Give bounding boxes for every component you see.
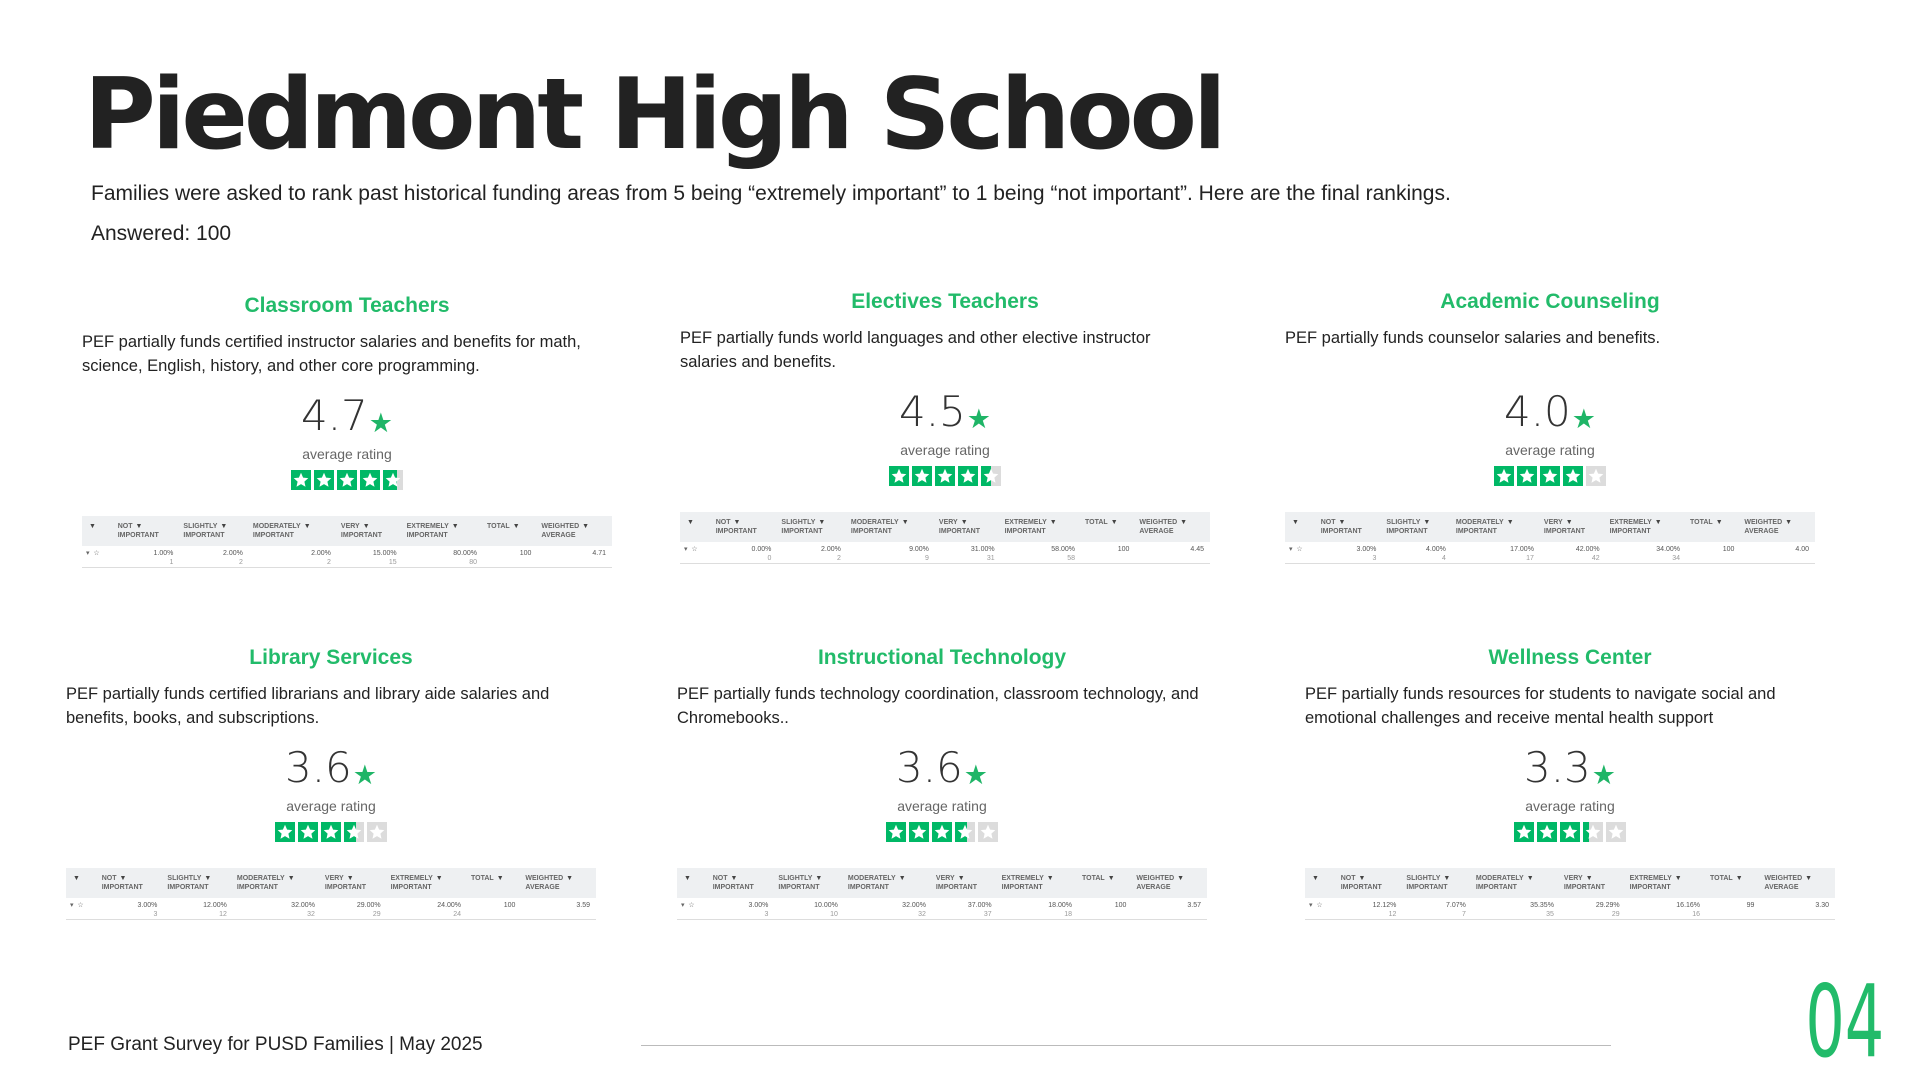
star-outline-icon: ☆ bbox=[1296, 546, 1303, 553]
star-icon: ★ bbox=[368, 408, 393, 439]
table-row bbox=[680, 542, 1210, 564]
rating-star-icon bbox=[886, 822, 906, 842]
rating-label: average rating bbox=[302, 446, 392, 462]
row-controls[interactable] bbox=[1285, 542, 1317, 564]
rating-star-icon bbox=[1537, 822, 1557, 842]
rating-star-icon bbox=[932, 822, 952, 842]
page-number: 04 bbox=[1805, 963, 1884, 1080]
rating-star-icon bbox=[1494, 466, 1514, 486]
card-library-services bbox=[66, 642, 596, 952]
rating-star-icon bbox=[275, 822, 295, 842]
table-cell: 32.00% 32 bbox=[844, 898, 932, 920]
rating-star-icon bbox=[314, 470, 334, 490]
table-cell-weighted: 3.59 bbox=[521, 898, 596, 920]
table-header[interactable]: TOTAL ▼ bbox=[1078, 868, 1132, 898]
table-header[interactable]: WEIGHTED ▼ AVERAGE bbox=[537, 516, 612, 546]
table-cell: 58.00% 58 bbox=[1001, 542, 1081, 564]
table-header[interactable]: TOTAL ▼ bbox=[483, 516, 537, 546]
table-cell: 1.00% 1 bbox=[114, 546, 180, 568]
table-header[interactable]: SLIGHTLY ▼ IMPORTANT bbox=[777, 512, 846, 542]
table-header[interactable]: NOT ▼ IMPORTANT bbox=[712, 512, 778, 542]
table-header[interactable]: EXTREMELY ▼ IMPORTANT bbox=[387, 868, 467, 898]
table-header[interactable]: MODERATELY ▼ IMPORTANT bbox=[1452, 512, 1540, 542]
table-cell: 12.12% 12 bbox=[1337, 898, 1403, 920]
table-header-row bbox=[1305, 868, 1835, 898]
table-cell: 9.00% 9 bbox=[847, 542, 935, 564]
table-header[interactable]: VERY ▼ IMPORTANT bbox=[935, 512, 1001, 542]
star-icon: ★ bbox=[352, 760, 377, 791]
card-description: PEF partially funds world languages and other elective instructor salaries and benefits. bbox=[680, 329, 1151, 371]
table-cell: 3.00% 3 bbox=[1317, 542, 1383, 564]
rating-star-icon bbox=[1517, 466, 1537, 486]
table-header[interactable]: NOT ▼ IMPORTANT bbox=[1337, 868, 1403, 898]
table-cell: 32.00% 32 bbox=[233, 898, 321, 920]
table-header[interactable]: VERY ▼ IMPORTANT bbox=[932, 868, 998, 898]
table-row bbox=[677, 898, 1207, 920]
table-cell: 3.00% 3 bbox=[709, 898, 775, 920]
table-cell: 0.00% 0 bbox=[712, 542, 778, 564]
star-rating-bar bbox=[677, 822, 1207, 842]
table-cell: 80.00% 80 bbox=[403, 546, 483, 568]
card-title: Classroom Teachers bbox=[244, 294, 450, 317]
table-cell: 34.00% 34 bbox=[1606, 542, 1686, 564]
rating-label: average rating bbox=[900, 442, 990, 458]
table-cell: 37.00% 37 bbox=[932, 898, 998, 920]
card-academic-counseling bbox=[1285, 286, 1815, 596]
star-icon: ★ bbox=[963, 760, 988, 791]
rating-star-icon bbox=[1606, 822, 1626, 842]
rating-value: 3.3 bbox=[1523, 743, 1591, 792]
card-title: Wellness Center bbox=[1488, 646, 1652, 669]
table-header[interactable]: EXTREMELY ▼ IMPORTANT bbox=[1606, 512, 1686, 542]
star-icon: ★ bbox=[1571, 404, 1596, 435]
rating-star-icon bbox=[383, 470, 403, 490]
survey-table bbox=[1285, 512, 1815, 564]
table-cell: 10.00% 10 bbox=[774, 898, 843, 920]
star-rating-bar bbox=[66, 822, 596, 842]
table-header-control: ▼ bbox=[1305, 868, 1337, 898]
table-cell: 2.00% 2 bbox=[179, 546, 248, 568]
table-header[interactable]: SLIGHTLY ▼ IMPORTANT bbox=[163, 868, 232, 898]
chevron-down-icon: ▾ bbox=[1289, 546, 1293, 553]
table-cell-total: 99 bbox=[1706, 898, 1760, 920]
table-cell-weighted: 4.45 bbox=[1135, 542, 1210, 564]
card-title: Academic Counseling bbox=[1440, 290, 1660, 313]
rating-star-icon bbox=[1586, 466, 1606, 486]
rating-star-icon bbox=[360, 470, 380, 490]
table-header-control: ▼ bbox=[66, 868, 98, 898]
table-header[interactable]: VERY ▼ IMPORTANT bbox=[337, 516, 403, 546]
rating-star-icon bbox=[321, 822, 341, 842]
table-header[interactable]: MODERATELY ▼ IMPORTANT bbox=[847, 512, 935, 542]
rating-label: average rating bbox=[1525, 798, 1615, 814]
answered-count: Answered: 100 bbox=[91, 222, 232, 245]
card-wellness-center bbox=[1305, 642, 1835, 952]
star-outline-icon: ☆ bbox=[77, 902, 84, 909]
table-header[interactable]: EXTREMELY ▼ IMPORTANT bbox=[998, 868, 1078, 898]
survey-table bbox=[66, 868, 596, 920]
table-header-control: ▼ bbox=[680, 512, 712, 542]
rating-star-icon bbox=[291, 470, 311, 490]
table-header[interactable]: SLIGHTLY ▼ IMPORTANT bbox=[1382, 512, 1451, 542]
card-classroom-teachers bbox=[82, 290, 612, 600]
rating-star-icon bbox=[1583, 822, 1603, 842]
star-outline-icon: ☆ bbox=[1316, 902, 1323, 909]
star-rating-bar bbox=[82, 470, 612, 490]
table-cell: 15.00% 15 bbox=[337, 546, 403, 568]
rating-block bbox=[66, 743, 596, 842]
table-cell-weighted: 3.57 bbox=[1132, 898, 1207, 920]
table-cell: 24.00% 24 bbox=[387, 898, 467, 920]
rating-star-icon bbox=[955, 822, 975, 842]
rating-block bbox=[82, 391, 612, 490]
table-cell-total: 100 bbox=[467, 898, 521, 920]
table-cell-weighted: 4.00 bbox=[1740, 542, 1815, 564]
chevron-down-icon: ▾ bbox=[684, 546, 688, 553]
table-header-control: ▼ bbox=[1285, 512, 1317, 542]
table-header[interactable]: SLIGHTLY ▼ IMPORTANT bbox=[179, 516, 248, 546]
star-rating-bar bbox=[1285, 466, 1815, 486]
rating-value: 4.5 bbox=[898, 387, 966, 436]
table-row bbox=[82, 546, 612, 568]
rating-block bbox=[677, 743, 1207, 842]
table-cell: 12.00% 12 bbox=[163, 898, 232, 920]
table-header[interactable]: WEIGHTED ▼ AVERAGE bbox=[521, 868, 596, 898]
card-electives-teachers bbox=[680, 286, 1210, 596]
rating-value: 4.7 bbox=[300, 391, 368, 440]
survey-table bbox=[677, 868, 1207, 920]
rating-star-icon bbox=[912, 466, 932, 486]
rating-star-icon bbox=[1514, 822, 1534, 842]
footer-divider bbox=[641, 1045, 1611, 1046]
chevron-down-icon: ▾ bbox=[86, 550, 90, 557]
table-cell: 35.35% 35 bbox=[1472, 898, 1560, 920]
survey-table bbox=[1305, 868, 1835, 920]
table-cell: 7.07% 7 bbox=[1402, 898, 1471, 920]
table-cell-total: 100 bbox=[1686, 542, 1740, 564]
table-header-control: ▼ bbox=[82, 516, 114, 546]
rating-block bbox=[1305, 743, 1835, 842]
table-header[interactable]: VERY ▼ IMPORTANT bbox=[321, 868, 387, 898]
rating-label: average rating bbox=[1505, 442, 1595, 458]
table-header[interactable]: TOTAL ▼ bbox=[1081, 512, 1135, 542]
rating-star-icon bbox=[337, 470, 357, 490]
table-header[interactable]: WEIGHTED ▼ AVERAGE bbox=[1760, 868, 1835, 898]
table-cell: 29.00% 29 bbox=[321, 898, 387, 920]
table-cell: 2.00% 2 bbox=[777, 542, 846, 564]
table-header[interactable]: TOTAL ▼ bbox=[1706, 868, 1760, 898]
chevron-down-icon: ▾ bbox=[70, 902, 74, 909]
table-header-row bbox=[82, 516, 612, 546]
footer-text: PEF Grant Survey for PUSD Families | May 2025 bbox=[68, 1034, 483, 1055]
rating-block bbox=[680, 387, 1210, 486]
table-cell: 16.16% 16 bbox=[1626, 898, 1706, 920]
rating-star-icon bbox=[1560, 822, 1580, 842]
card-title: Electives Teachers bbox=[851, 290, 1039, 313]
rating-star-icon bbox=[909, 822, 929, 842]
chevron-down-icon: ▾ bbox=[681, 902, 685, 909]
table-header[interactable]: SLIGHTLY ▼ IMPORTANT bbox=[774, 868, 843, 898]
star-icon: ★ bbox=[966, 404, 991, 435]
table-header[interactable]: MODERATELY ▼ IMPORTANT bbox=[249, 516, 337, 546]
rating-star-icon bbox=[978, 822, 998, 842]
table-header[interactable]: NOT ▼ IMPORTANT bbox=[709, 868, 775, 898]
row-controls[interactable] bbox=[82, 546, 114, 568]
table-header-row bbox=[66, 868, 596, 898]
page-title: Piedmont High School bbox=[84, 58, 1223, 172]
table-cell: 29.29% 29 bbox=[1560, 898, 1626, 920]
table-cell-total: 100 bbox=[1081, 542, 1135, 564]
table-header[interactable]: NOT ▼ IMPORTANT bbox=[114, 516, 180, 546]
rating-label: average rating bbox=[897, 798, 987, 814]
star-outline-icon: ☆ bbox=[691, 546, 698, 553]
table-cell: 42.00% 42 bbox=[1540, 542, 1606, 564]
table-cell: 2.00% 2 bbox=[249, 546, 337, 568]
intro-text: Families were asked to rank past historical funding areas from 5 being “extremely important” to 1 being “not important”. Here are the final rankings. bbox=[91, 182, 1451, 205]
row-controls[interactable] bbox=[1305, 898, 1337, 920]
table-header[interactable]: MODERATELY ▼ IMPORTANT bbox=[844, 868, 932, 898]
row-controls[interactable] bbox=[66, 898, 98, 920]
card-description: PEF partially funds counselor salaries and benefits. bbox=[1285, 329, 1661, 347]
table-header[interactable]: WEIGHTED ▼ AVERAGE bbox=[1135, 512, 1210, 542]
rating-star-icon bbox=[958, 466, 978, 486]
rating-value: 4.0 bbox=[1503, 387, 1571, 436]
rating-star-icon bbox=[981, 466, 1001, 486]
rating-star-icon bbox=[298, 822, 318, 842]
table-header-row bbox=[1285, 512, 1815, 542]
table-header[interactable]: EXTREMELY ▼ IMPORTANT bbox=[1626, 868, 1706, 898]
row-controls[interactable] bbox=[680, 542, 712, 564]
card-title: Instructional Technology bbox=[817, 646, 1067, 669]
rating-label: average rating bbox=[286, 798, 376, 814]
table-cell-total: 100 bbox=[1078, 898, 1132, 920]
card-title: Library Services bbox=[249, 646, 413, 669]
table-cell: 17.00% 17 bbox=[1452, 542, 1540, 564]
table-header[interactable]: MODERATELY ▼ IMPORTANT bbox=[1472, 868, 1560, 898]
rating-star-icon bbox=[1563, 466, 1583, 486]
table-row bbox=[66, 898, 596, 920]
rating-value: 3.6 bbox=[284, 743, 352, 792]
table-row bbox=[1305, 898, 1835, 920]
card-description: PEF partially funds certified instructor salaries and benefits for math, science, English, history, and other core programming. bbox=[82, 333, 581, 375]
table-header[interactable]: SLIGHTLY ▼ IMPORTANT bbox=[1402, 868, 1471, 898]
star-rating-bar bbox=[1305, 822, 1835, 842]
table-header[interactable]: EXTREMELY ▼ IMPORTANT bbox=[1001, 512, 1081, 542]
survey-table bbox=[82, 516, 612, 568]
rating-star-icon bbox=[889, 466, 909, 486]
star-outline-icon: ☆ bbox=[688, 902, 695, 909]
table-cell: 31.00% 31 bbox=[935, 542, 1001, 564]
rating-value: 3.6 bbox=[895, 743, 963, 792]
card-description: PEF partially funds technology coordination, classroom technology, and Chromebooks.. bbox=[677, 685, 1199, 727]
star-icon: ★ bbox=[1591, 760, 1616, 791]
table-cell: 18.00% 18 bbox=[998, 898, 1078, 920]
table-header-row bbox=[677, 868, 1207, 898]
rating-star-icon bbox=[935, 466, 955, 486]
table-header[interactable]: TOTAL ▼ bbox=[467, 868, 521, 898]
star-rating-bar bbox=[680, 466, 1210, 486]
table-cell: 4.00% 4 bbox=[1382, 542, 1451, 564]
card-instructional-technology bbox=[677, 642, 1207, 952]
table-cell-weighted: 4.71 bbox=[537, 546, 612, 568]
rating-block bbox=[1285, 387, 1815, 486]
table-row bbox=[1285, 542, 1815, 564]
table-header[interactable]: WEIGHTED ▼ AVERAGE bbox=[1740, 512, 1815, 542]
table-header[interactable]: NOT ▼ IMPORTANT bbox=[98, 868, 164, 898]
rating-star-icon bbox=[367, 822, 387, 842]
star-outline-icon: ☆ bbox=[93, 550, 100, 557]
rating-star-icon bbox=[344, 822, 364, 842]
table-header[interactable]: EXTREMELY ▼ IMPORTANT bbox=[403, 516, 483, 546]
chevron-down-icon: ▾ bbox=[1309, 902, 1313, 909]
card-description: PEF partially funds resources for students to navigate social and emotional challenges and receive mental health support bbox=[1305, 685, 1776, 727]
table-header[interactable]: NOT ▼ IMPORTANT bbox=[1317, 512, 1383, 542]
rating-star-icon bbox=[1540, 466, 1560, 486]
card-description: PEF partially funds certified librarians and library aide salaries and benefits, books, and subscriptions. bbox=[66, 685, 550, 727]
table-cell-weighted: 3.30 bbox=[1760, 898, 1835, 920]
table-cell: 3.00% 3 bbox=[98, 898, 164, 920]
table-header-row bbox=[680, 512, 1210, 542]
table-cell-total: 100 bbox=[483, 546, 537, 568]
row-controls[interactable] bbox=[677, 898, 709, 920]
survey-table bbox=[680, 512, 1210, 564]
table-header[interactable]: WEIGHTED ▼ AVERAGE bbox=[1132, 868, 1207, 898]
table-header[interactable]: MODERATELY ▼ IMPORTANT bbox=[233, 868, 321, 898]
table-header-control: ▼ bbox=[677, 868, 709, 898]
table-header[interactable]: VERY ▼ IMPORTANT bbox=[1540, 512, 1606, 542]
table-header[interactable]: VERY ▼ IMPORTANT bbox=[1560, 868, 1626, 898]
table-header[interactable]: TOTAL ▼ bbox=[1686, 512, 1740, 542]
